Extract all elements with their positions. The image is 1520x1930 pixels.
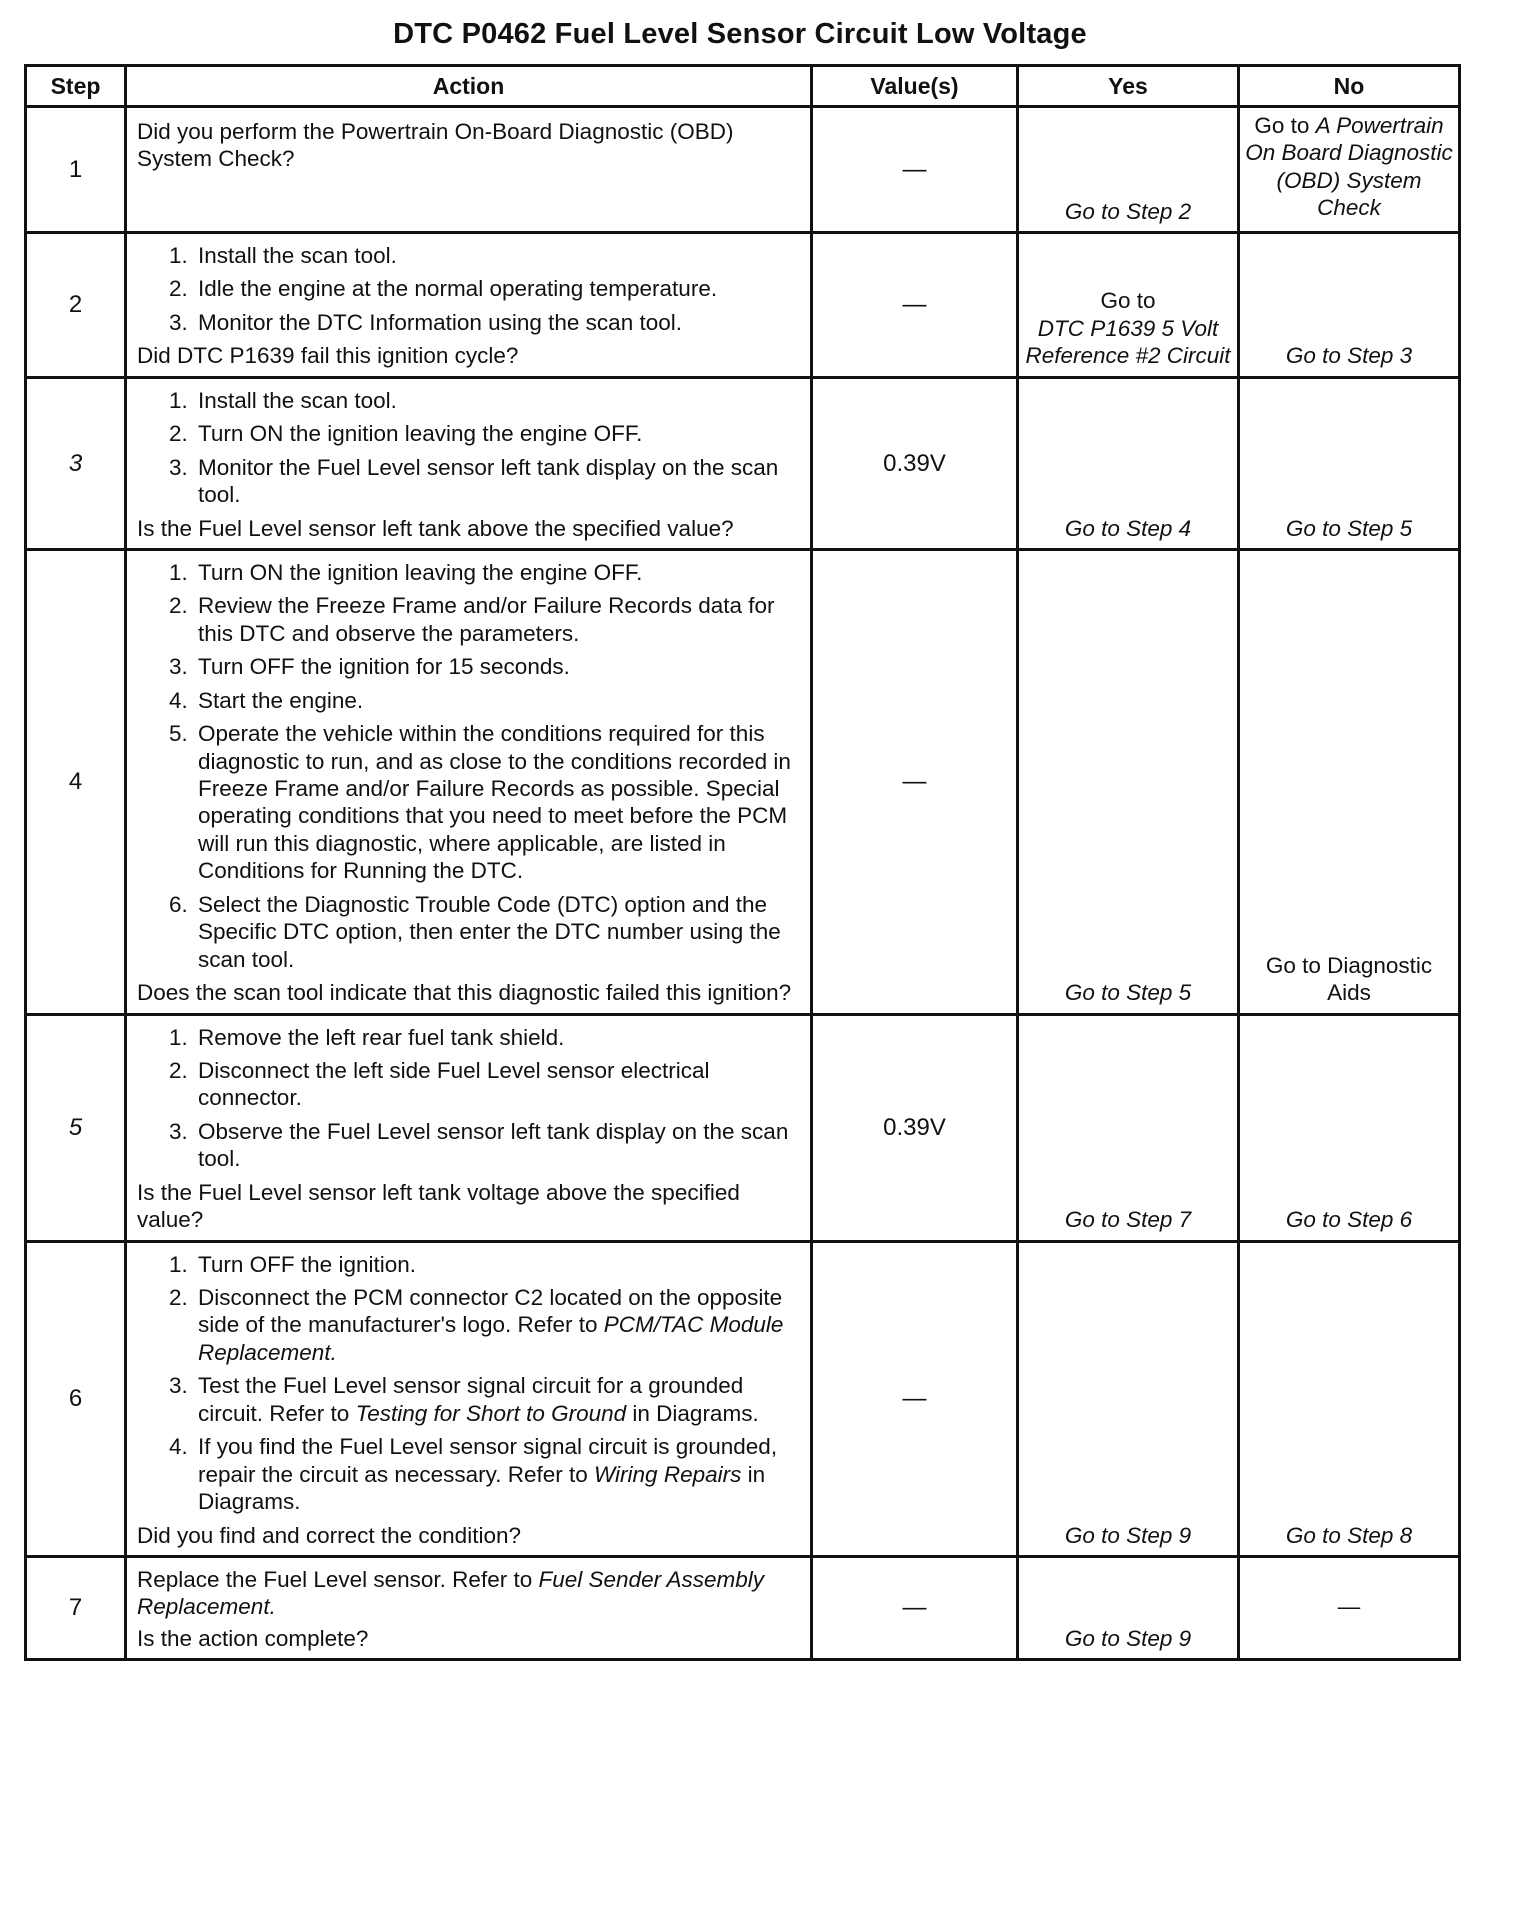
header-value: Value(s) (812, 66, 1018, 107)
question-text: Did DTC P1639 fail this ignition cycle? (137, 343, 519, 369)
step-number: 5 (26, 1014, 126, 1241)
action-text (137, 1566, 802, 1621)
action-cell (126, 549, 812, 1014)
reference-link: Wiring Repairs (594, 1461, 742, 1487)
question-text: Is the action complete? (137, 1625, 369, 1651)
yes-goto-prefix: Go to (1100, 288, 1156, 314)
list-item: 2. Disconnect the left side Fuel Level sensor electrical connector. (194, 1057, 802, 1112)
no-goto: Go to Diagnostic Aids (1265, 952, 1433, 1006)
question-text: Did you perform the Powertrain On-Board Diagnostic (OBD) System Check? (137, 119, 734, 172)
step-number: 2 (26, 233, 126, 378)
list-item: 2. Turn ON the ignition leaving the engine OFF. (194, 420, 802, 447)
no-cell (1239, 1556, 1460, 1659)
list-item (194, 1372, 802, 1427)
list-item: 2. Idle the engine at the normal operating temperature. (194, 275, 802, 302)
value-cell: — (812, 1556, 1018, 1659)
action-list (137, 242, 802, 336)
item-text: If you find the Fuel Level sensor signal circuit is grounded, repair the circuit as necessary. Refer to (198, 1434, 778, 1487)
action-cell (126, 1241, 812, 1556)
yes-goto: Go to Step 4 (1064, 515, 1192, 541)
action-list (137, 1251, 802, 1516)
table-row-step-7 (26, 1556, 1460, 1659)
no-goto: Go to Step 6 (1285, 1207, 1413, 1233)
no-cell (1239, 549, 1460, 1014)
yes-cell (1018, 1556, 1239, 1659)
yes-goto: Go to Step 5 (1064, 980, 1192, 1006)
no-cell (1239, 107, 1460, 233)
list-item: 1. Install the scan tool. (194, 387, 802, 414)
question-text: Does the scan tool indicate that this diagnostic failed this ignition? (137, 980, 792, 1006)
diagnostic-table (24, 64, 1461, 1661)
no-cell (1239, 377, 1460, 549)
yes-cell (1018, 1014, 1239, 1241)
yes-cell (1018, 107, 1239, 233)
value-cell: — (812, 1241, 1018, 1556)
yes-goto: Go to Step 9 (1064, 1522, 1192, 1548)
action-cell (126, 1556, 812, 1659)
yes-goto: Go to Step 7 (1064, 1207, 1192, 1233)
list-item: 3. Monitor the Fuel Level sensor left tank display on the scan tool. (194, 454, 802, 509)
reference-link: Fuel Sender Assembly Replacement. (137, 1566, 765, 1620)
table-row-step-2 (26, 233, 1460, 378)
no-goto: Go to Step 8 (1285, 1522, 1413, 1548)
yes-cell (1018, 549, 1239, 1014)
yes-goto: Go to Step 2 (1064, 198, 1192, 224)
header-action: Action (126, 66, 812, 107)
table-row-step-5 (26, 1014, 1460, 1241)
step-number: 7 (26, 1556, 126, 1659)
reference-link: PCM/TAC Module Replacement. (198, 1312, 784, 1365)
reference-link: Testing for Short to Ground (355, 1400, 627, 1426)
header-yes: Yes (1018, 66, 1239, 107)
step-number: 6 (26, 1241, 126, 1556)
item-tail: in Diagrams. (198, 1461, 766, 1515)
value-cell: 0.39V (812, 377, 1018, 549)
yes-cell (1018, 233, 1239, 378)
page-title: DTC P0462 Fuel Level Sensor Circuit Low Voltage (393, 18, 1087, 50)
item-text: Test the Fuel Level sensor signal circuit for a grounded circuit. Refer to (198, 1373, 744, 1426)
list-item: 3. Observe the Fuel Level sensor left tank display on the scan tool. (194, 1118, 802, 1173)
action-cell (126, 107, 812, 233)
step-number: 1 (26, 107, 126, 233)
value-cell: — (812, 549, 1018, 1014)
no-goto-ref: A Powertrain On Board Diagnostic (OBD) System Check (1245, 113, 1453, 221)
list-item: 5. Operate the vehicle within the conditions required for this diagnostic to run, and as close to the conditions recorded in Freeze Frame and/or Failure Records as possible. Special operating conditions that you need to meet before the PCM will run this diagnostic, where applicable, are listed in Conditions for Running the DTC. (194, 720, 802, 885)
list-item: 2. Review the Freeze Frame and/or Failure Records data for this DTC and observe the parameters. (194, 592, 802, 647)
list-item: 3. Turn OFF the ignition for 15 seconds. (194, 653, 802, 680)
value-cell: 0.39V (812, 1014, 1018, 1241)
no-cell (1239, 1014, 1460, 1241)
table-header-row (26, 66, 1460, 107)
list-item: 1. Install the scan tool. (194, 242, 802, 269)
item-text: Replace the Fuel Level sensor. Refer to (137, 1566, 533, 1592)
no-goto: — (1337, 1594, 1361, 1620)
list-item: 1. Turn ON the ignition leaving the engine OFF. (194, 559, 802, 586)
action-list (137, 559, 802, 973)
list-item: 6. Select the Diagnostic Trouble Code (DTC) option and the Specific DTC option, then enter the DTC number using the scan tool. (194, 891, 802, 973)
value-cell: — (812, 233, 1018, 378)
list-item (194, 1284, 802, 1366)
yes-goto-ref: DTC P1639 5 Volt Reference #2 Circuit (1025, 315, 1231, 369)
question-text: Is the Fuel Level sensor left tank above the specified value? (137, 515, 734, 541)
table-row-step-1 (26, 107, 1460, 233)
step-number: 4 (26, 549, 126, 1014)
action-cell (126, 377, 812, 549)
value-cell: — (812, 107, 1018, 233)
list-item: 1. Remove the left rear fuel tank shield. (194, 1024, 802, 1051)
list-item: 1. Turn OFF the ignition. (194, 1251, 802, 1278)
action-list (137, 1024, 802, 1173)
no-cell (1239, 233, 1460, 378)
no-goto: Go to Step 5 (1285, 515, 1413, 541)
header-no: No (1239, 66, 1460, 107)
header-step: Step (26, 66, 126, 107)
table-row-step-4 (26, 549, 1460, 1014)
table-row-step-3 (26, 377, 1460, 549)
yes-cell (1018, 377, 1239, 549)
question-text: Is the Fuel Level sensor left tank voltage above the specified value? (137, 1179, 740, 1233)
no-cell (1239, 1241, 1460, 1556)
action-cell (126, 1014, 812, 1241)
no-goto: Go to Step 3 (1285, 343, 1413, 369)
yes-cell (1018, 1241, 1239, 1556)
action-cell (126, 233, 812, 378)
list-item: 4. Start the engine. (194, 687, 802, 714)
action-list (137, 387, 802, 509)
item-text: Disconnect the PCM connector C2 located on the opposite side of the manufacturer's logo. Refer to (198, 1285, 783, 1338)
item-tail: in Diagrams. (632, 1400, 759, 1426)
yes-goto: Go to Step 9 (1064, 1625, 1192, 1651)
step-number: 3 (26, 377, 126, 549)
no-goto-prefix: Go to (1254, 113, 1310, 138)
list-item (194, 1433, 802, 1515)
list-item: 3. Monitor the DTC Information using the scan tool. (194, 309, 802, 336)
question-text: Did you find and correct the condition? (137, 1522, 521, 1548)
table-row-step-6 (26, 1241, 1460, 1556)
